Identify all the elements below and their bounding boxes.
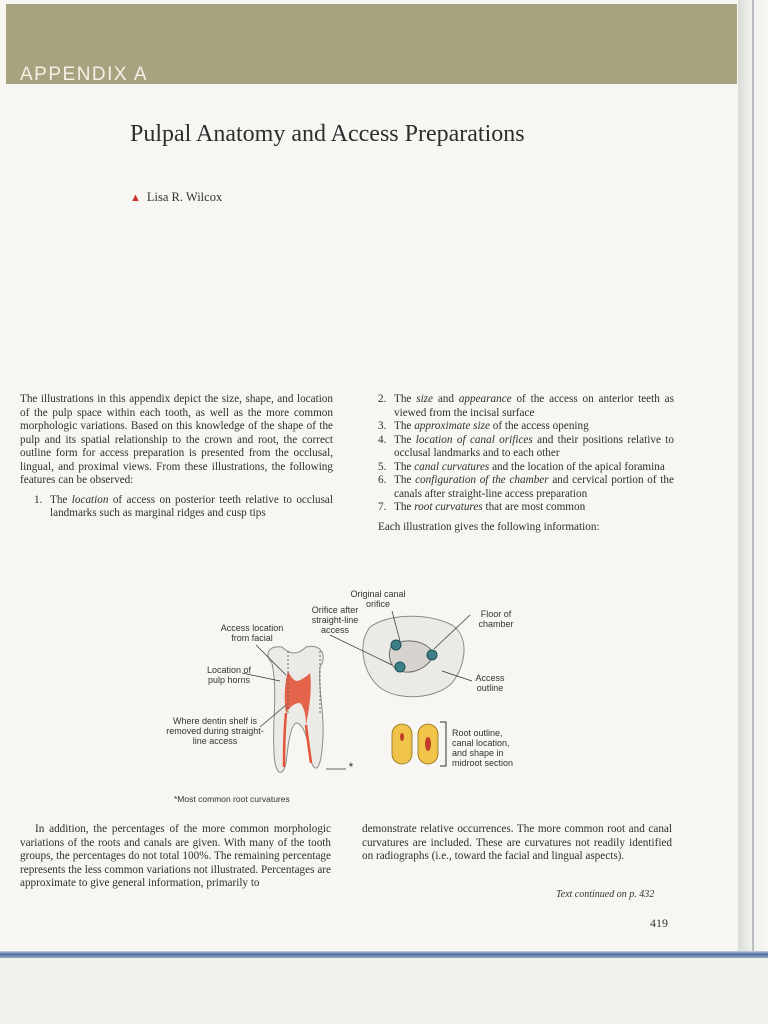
bottom-right-paragraph: demonstrate relative occurrences. The more common root and canal curvatures are included. These are curvatures not readily identified on radiographs (i.e., toward the facial and lingual aspects). (362, 823, 672, 862)
each-illustration-text: Each illustration gives the following information: (378, 520, 600, 533)
label-root-outline: Root outline, canal location, and shape in midroot section (452, 728, 514, 768)
label-access-outline: Access outline (475, 673, 505, 693)
triangle-icon: ▲ (130, 192, 141, 204)
intro-paragraph: The illustrations in this appendix depict the size, shape, and location of the pulp space within each tooth, as well as the more common morphologic variations. Based on this knowledge of the shape of the pulp and its spatial relationship to the crown and root, the correct outline form for access preparation is presented from the occlusal, lingual, and proximal views. From these illustrations, the following features can be observed: (20, 393, 333, 486)
list-item: 4. The location of canal orifices and their positions relative to occlusal landmarks and to each other (378, 433, 674, 459)
text-continued-note: Text continued on p. 432 (556, 889, 655, 900)
intro-column (20, 393, 333, 521)
list-item: 6. The configuration of the chamber and cervical portion of the canals after straight-line access preparation (378, 474, 674, 500)
root-section (392, 722, 446, 766)
label-location-pulp-horns: Location of pulp horns (206, 665, 252, 685)
feature-list-column (378, 393, 674, 534)
list-item: 7. The root curvatures that are most common (378, 501, 586, 513)
appendix-label: APPENDIX A (20, 64, 148, 85)
label-floor-of-chamber: Floor of chamber (478, 609, 514, 629)
label-dentin-shelf: Where dentin shelf is removed during straight-line access (166, 716, 264, 746)
author-name: Lisa R. Wilcox (146, 190, 223, 204)
page-number: 419 (650, 916, 668, 930)
figure-note: *Most common root curvatures (174, 794, 290, 804)
bottom-left-paragraph: In addition, the percentages of the more common morphologic variations of the roots and canals are given. With many of the tooth groups, the percentages do not total 100%. The remaining percentage represents the less common variations not illustrated. Percentages are approximate to give general information, primarily to (20, 823, 331, 889)
label-access-location: Access location from facial (220, 623, 284, 643)
bottom-right-column (362, 823, 672, 864)
feature-list (378, 393, 674, 515)
list-item: 3. The approximate size of the access opening (378, 420, 589, 432)
label-asterisk: * (348, 760, 354, 774)
feature-list-start (20, 494, 333, 521)
occlusal-view (363, 616, 464, 696)
page-title: Pulpal Anatomy and Access Preparations (130, 121, 525, 147)
bottom-rule (0, 951, 768, 958)
label-orifice-after: Orifice after straight-line access (311, 605, 359, 635)
list-item: 2. The size and appearance of the access on anterior teeth as viewed from the incisal surface (378, 393, 674, 419)
label-original-canal-orifice: Original canal orifice (350, 589, 406, 609)
author-line (130, 190, 222, 205)
list-item: 5. The canal curvatures and the location of the apical foramina (378, 460, 665, 473)
page-edge-line (752, 0, 754, 1024)
tooth-figure (160, 585, 540, 810)
list-item: 1. The location of access on posterior teeth relative to occlusal landmarks such as marginal ridges and cusp tips (34, 493, 333, 519)
bottom-margin (0, 958, 768, 1024)
bottom-left-column (20, 823, 331, 891)
